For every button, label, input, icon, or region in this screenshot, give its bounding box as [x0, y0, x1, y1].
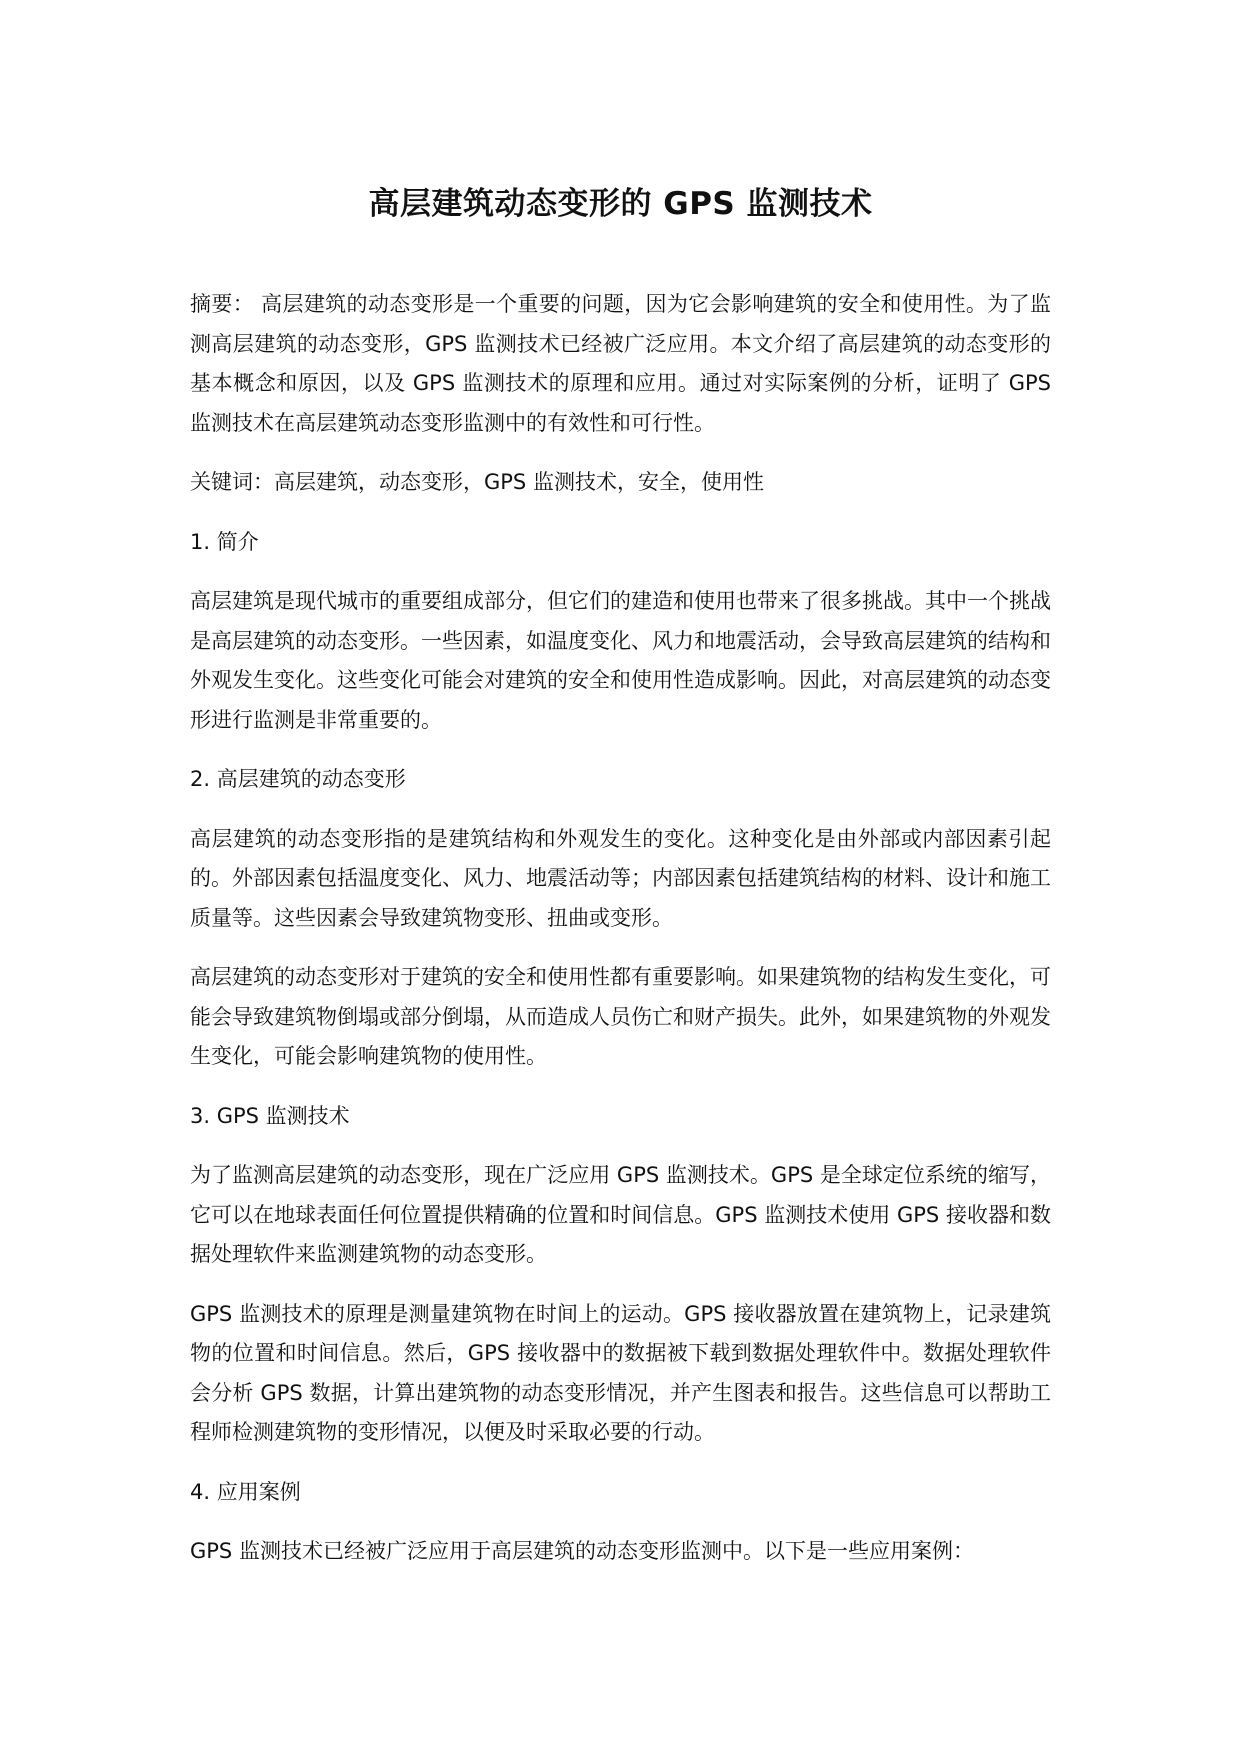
section-dynamic-deformation: [190, 760, 1051, 1077]
abstract-paragraph: 摘要： 高层建筑的动态变形是一个重要的问题，因为它会影响建筑的安全和使用性。为了监测高层建筑的动态变形，GPS 监测技术已经被广泛应用。本文介绍了高层建筑的动态变形的基本概念和原因，以及 GPS 监测技术的原理和应用。通过对实际案例的分析，证明了 GPS 监测技术在高层建筑动态变形监测中的有效性和可行性。: [190, 292, 1051, 435]
section-heading: 4. 应用案例: [190, 1479, 301, 1504]
document-title: 高层建筑动态变形的 GPS 监测技术: [368, 186, 873, 222]
section-gps-technology: [190, 1097, 1051, 1453]
section-paragraph: 高层建筑的动态变形对于建筑的安全和使用性都有重要影响。如果建筑物的结构发生变化，可能会导致建筑物倒塌或部分倒塌，从而造成人员伤亡和财产损失。此外，如果建筑物的外观发生变化，可能会影响建筑物的使用性。: [190, 965, 1051, 1068]
section-application-cases: [190, 1473, 1051, 1572]
section-introduction: [190, 523, 1051, 741]
section-heading: 1. 简介: [190, 529, 259, 554]
section-paragraph: 为了监测高层建筑的动态变形，现在广泛应用 GPS 监测技术。GPS 是全球定位系统的缩写，它可以在地球表面任何位置提供精确的位置和时间信息。GPS 监测技术使用 GPS 接收器和数据处理软件来监测建筑物的动态变形。: [190, 1163, 1051, 1266]
keywords-paragraph: 关键词：高层建筑，动态变形，GPS 监测技术，安全，使用性: [190, 470, 764, 494]
section-paragraph: GPS 监测技术已经被广泛应用于高层建筑的动态变形监测中。以下是一些应用案例：: [190, 1539, 974, 1563]
section-paragraph: GPS 监测技术的原理是测量建筑物在时间上的运动。GPS 接收器放置在建筑物上，记录建筑物的位置和时间信息。然后，GPS 接收器中的数据被下载到数据处理软件中。数据处理软件会分析 GPS 数据，计算出建筑物的动态变形情况，并产生图表和报告。这些信息可以帮助工程师检测建筑物的变形情况，以便及时采取必要的行动。: [190, 1301, 1051, 1444]
section-paragraph: 高层建筑的动态变形指的是建筑结构和外观发生的变化。这种变化是由外部或内部因素引起的。外部因素包括温度变化、风力、地震活动等；内部因素包括建筑结构的材料、设计和施工质量等。这些因素会导致建筑物变形、扭曲或变形。: [190, 826, 1051, 930]
section-heading: 3. GPS 监测技术: [190, 1103, 350, 1128]
section-heading: 2. 高层建筑的动态变形: [190, 767, 406, 791]
section-paragraph: 高层建筑是现代城市的重要组成部分，但它们的建造和使用也带来了很多挑战。其中一个挑战是高层建筑的动态变形。一些因素，如温度变化、风力和地震活动，会导致高层建筑的结构和外观发生变化。这些变化可能会对建筑的安全和使用性造成影响。因此，对高层建筑的动态变形进行监测是非常重要的。: [190, 589, 1051, 732]
